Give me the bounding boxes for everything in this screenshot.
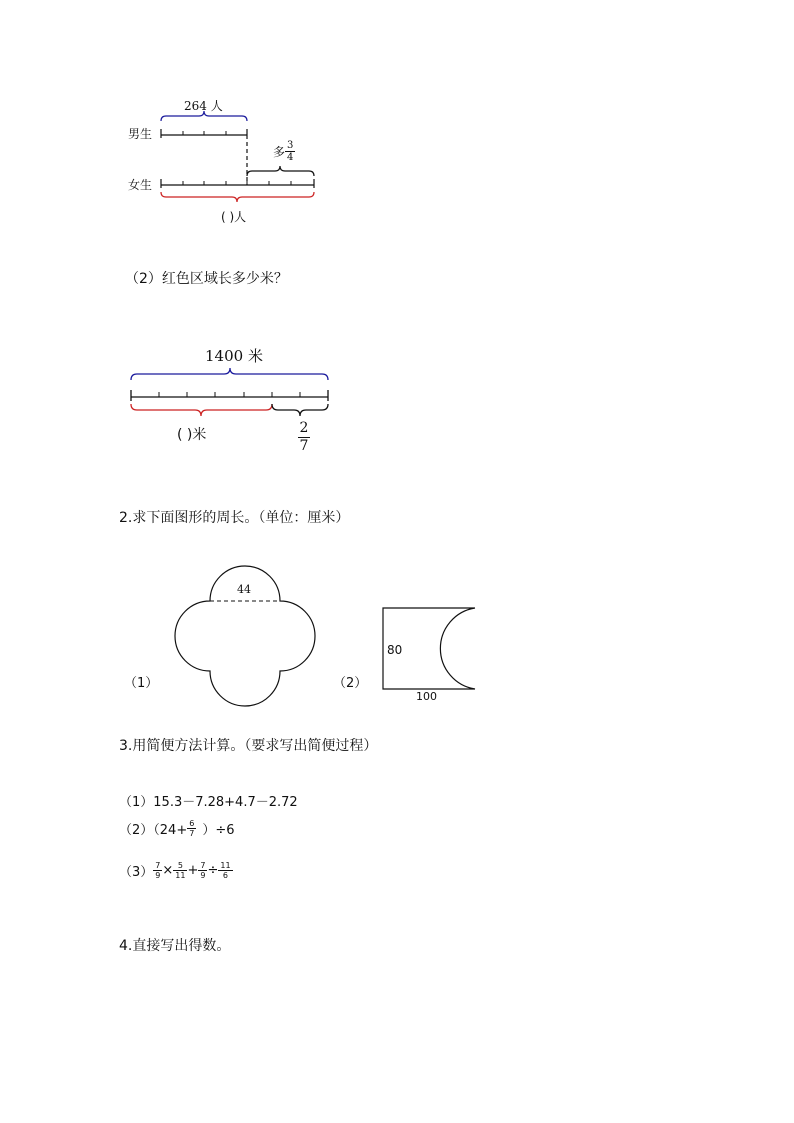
boys-label: 男生 [128, 127, 153, 141]
fraction-numerator: 7 [155, 861, 161, 870]
problem-3-fraction-4 [219, 861, 231, 880]
remaining-fraction-numerator: 2 [299, 420, 309, 436]
remaining-fraction-denominator: 7 [299, 438, 309, 454]
problem-3-fraction-1 [154, 861, 161, 880]
red-length-label: ( )米 [177, 427, 207, 443]
times-operator: × [162, 863, 174, 878]
figure-2-label: （2） [333, 676, 368, 691]
problem-2-prefix: （2）（24+ [119, 823, 188, 838]
fraction-numerator: 6 [189, 819, 195, 828]
total-length-label: 1400 米 [205, 347, 263, 365]
plus-operator: + [187, 863, 199, 878]
problem-2 [119, 819, 234, 838]
problem-3-prefix: （3） [119, 865, 154, 880]
more-text: 多 [273, 145, 286, 159]
fraction-denominator: 9 [155, 871, 161, 880]
section-3-title: 3.用简便方法计算。（要求写出简便过程） [119, 738, 378, 754]
figure-2-height: 80 [387, 643, 403, 657]
more-fraction-numerator: 3 [287, 140, 294, 151]
fraction-denominator: 9 [200, 871, 206, 880]
problem-3 [119, 861, 233, 880]
section-2-title: 2.求下面图形的周长。（单位：厘米） [119, 510, 350, 526]
fraction-denominator: 11 [175, 871, 186, 880]
fraction-numerator: 5 [177, 861, 183, 870]
boys-count-label: 264 人 [184, 99, 223, 113]
girls-label: 女生 [128, 178, 153, 192]
divide-operator: ÷ [207, 863, 219, 878]
section-4-title: 4.直接写出得数。 [119, 938, 231, 954]
problem-2-fraction [188, 819, 195, 838]
fraction-denominator: 6 [222, 871, 229, 880]
girls-count-label: ( )人 [221, 210, 247, 224]
figure-1-label: （1） [124, 676, 159, 691]
problem-1: （1）15.3－7.28+4.7－2.72 [119, 795, 298, 810]
fraction-numerator: 11 [220, 861, 231, 870]
question-2-text: （2）红色区域长多少米？ [125, 271, 288, 287]
more-fraction-denominator: 4 [287, 152, 294, 163]
problem-3-fraction-2 [174, 861, 186, 880]
figure-1-value: 44 [237, 583, 251, 596]
figure-2-width: 100 [416, 690, 437, 703]
problem-2-suffix: ）÷6 [202, 823, 235, 838]
problem-3-fraction-3 [199, 861, 206, 880]
fraction-numerator: 7 [200, 861, 206, 870]
fraction-denominator: 7 [189, 829, 195, 838]
